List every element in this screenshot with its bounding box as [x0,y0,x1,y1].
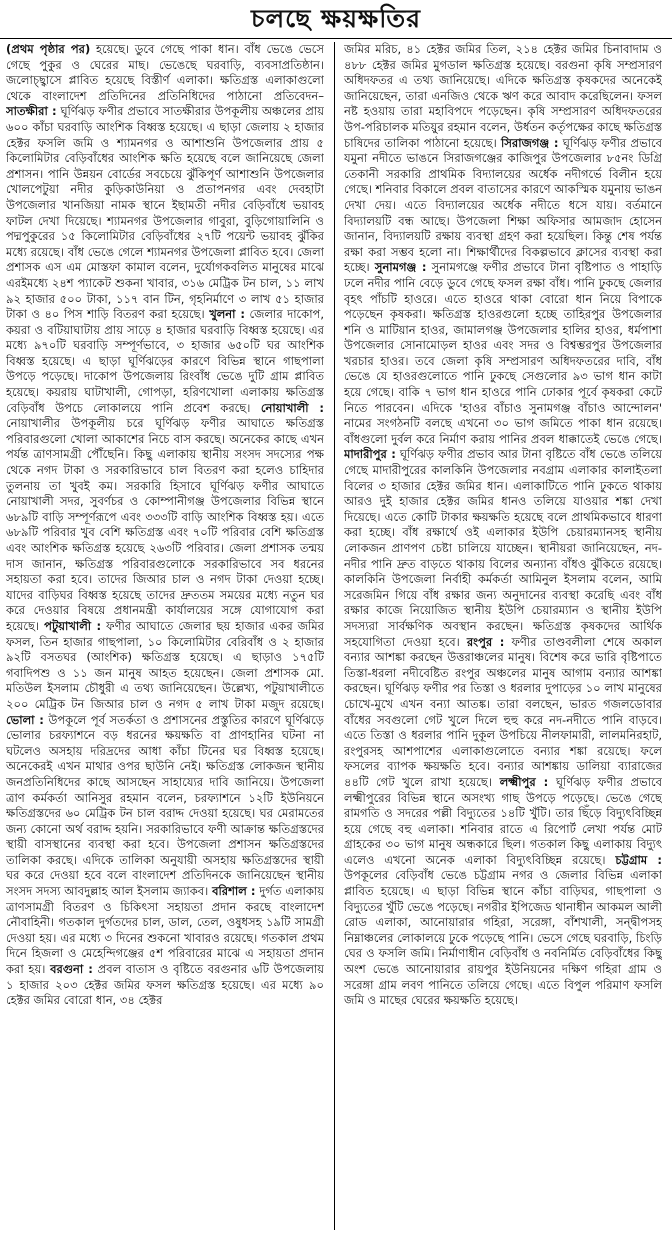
dateline-satkhira: সাতক্ষীরা : [6,104,57,119]
report-madaripur: ঘূর্ণিঝড় ফণীর প্রভাব আর টানা বৃষ্টিতে বাঁধ ভেঙে তলিয়ে গেছে মাদারীপুরের কালকিনি উপজেলার নবগ্রাম এলাকার কালাইতলা বিলের ৩ হাজার হেক্টর জমির ধান। এলাকাটিতে পানি ঢুকতে থাকায় আরও দুই হাজার হেক্টর জমির ধানও তলিয়ে যাওয়ার শঙ্কা দেখা দিয়েছে। এতে কোটি টাকার ক্ষয়ক্ষতি হয়েছে বলে প্রাথমিকভাবে ধারণা করা হচ্ছে। বাঁধ রক্ষার্থে ওই এলাকার ইউপি চেয়ারম্যানসহ স্থানীয় লোকজন প্রাণপণ চেষ্টা চালিয়ে যাচ্ছেন। স্থানীয়রা জানিয়েছেন, নদ-নদীর পানি দ্রুত বাড়তে থাকায় বিলের অন্যান্য বাঁধও ঝুঁকিতে রয়েছে। কালকিনি উপজেলা নির্বাহী কর্মকর্তা আমিনুল ইসলাম বলেন, আমি সরেজমিন গিয়ে বাঁধ রক্ষার জন্য অনুদানের ব্যবস্থা করেছি এবং বাঁধ রক্ষার কাজে নিয়োজিত স্থানীয় ইউপি চেয়ারম্যান ও স্থানীয় ইউপি সদস্যরা সার্বক্ষণিক অবস্থান করছেন। ক্ষতিগ্রস্ত কৃষকদের আর্থিক সহযোগিতা দেওয়া হবে। [344,447,662,649]
report-chattogram: উপকূলের বেড়িবাঁধ ভেঙে চট্টগ্রাম নগর ও জেলার বিভিন্ন এলাকা প্লাবিত হয়েছে। এ ছাড়া বিভিন্ন স্থানে কাঁচা বাড়িঘর, গাছপালা ও বিদ্যুতের খুঁটি ভেঙে পড়েছে। নগরীর ইপিজেড থানাধীন আকমল আলী রোড এলাকা, আনোয়ারার গহিরা, সরেঙ্গা, বাঁশখালী, সন্দ্বীপসহ নিম্নাঞ্চলের লোকালয়ে ঢুকে পড়েছে পানি। ভেসে গেছে ঘরবাড়ি, চিংড়ি ঘের ও ফসলি জমি। নির্মাণাধীন বেড়িবাঁধ ও নবনির্মিত বেড়িবাঁধের কিছু অংশ ভেঙে আনোয়ারার রায়পুর ইউনিয়নের দক্ষিণ গহিরা গ্রাম ও সরেঙ্গা গ্রাম লবণ পানিতে তলিয়ে গেছে। এতে বিপুল পরিমাণ ফসলি জমি ও মাছের ঘেরের ক্ষয়ক্ষতি হয়েছে। [344,868,662,1008]
report-sunamganj: সুনামগঞ্জে ফণীর প্রভাবে টানা বৃষ্টিপাত ও পাহাড়ি ঢলে নদীর পানি বেড়ে ডুবে গেছে ফসল রক্ষা বাঁধ। পানি ঢুকছে জেলার বৃহৎ পাঁচটি হাওরে। এতে হাওরে থাকা বোরো ধান নিয়ে বিপাকে পড়েছেন কৃষকরা। ক্ষতিগ্রস্ত হাওরগুলো হচ্ছে তাহিরপুর উপজেলার শনি ও মাটিয়ান হাওর, জামালগঞ্জ উপজেলার হালির হাওর, ধর্মপাশা উপজেলার সোনামোড়ল হাওর এবং সদর ও বিশ্বম্ভরপুর উপজেলার খরচার হাওর। তবে জেলা কৃষি সম্প্রসারণ অধিদফতরের দাবি, বাঁধ ভেঙে যে হাওরগুলোতে পানি ঢুকছে সেগুলোর ৯৩ ভাগ ধান কাটা হয়ে গেছে। বাকি ৭ ভাগ ধান হাওরে পানি ঢোকার পূর্বে কৃষকরা কেটে নিতে পারবেন। এদিকে 'হাওর বাঁচাও সুনামগঞ্জ বাঁচাও আন্দোলন' নামের সংগঠনটি বলছে এখনো ৩০ ভাগ জমিতে পাকা ধান রয়েছে। বাঁধগুলো দুর্বল করে নির্মাণ করায় পানির প্রবল ধাক্কাতেই ভেঙে গেছে। [344,260,662,446]
article-headline: চলছে ক্ষয়ক্ষতির [251,3,421,33]
dateline-sirajganj: সিরাজগঞ্জ : [501,135,559,150]
right-column [344,42,662,1232]
dateline-noakhali: নোয়াখালী : [260,400,324,415]
report-barishal: দুর্গত এলাকায় ত্রাণসামগ্রী বিতরণ ও চিকিৎসা সহায়তা প্রদান করছে বাংলাদেশ নৌবাহিনী। গতকাল দুর্গতদের চাল, ডাল, তেল, ওষুধসহ ১৯টি সামগ্রী দেওয়া হয়। এর মধ্যে ৩ দিনের শুকনো খাবারও রয়েছে। গতকাল প্রথম দিনে হিজলা ও মেহেন্দিগঞ্জের ৫শ পরিবারের মাঝে এ সহায়তা প্রদান করা হয়। [6,884,324,977]
article-body-right [344,42,662,1009]
article-body-left [6,42,324,1009]
headline-bar [0,0,672,40]
dateline-chattogram: চট্টগ্রাম : [615,852,662,867]
report-bhola: উপকূলে পূর্ব সতর্কতা ও প্রশাসনের প্রস্তুতির কারণে ঘূর্ণিঝড়ে ভোলার চরফ্যাশনে বড় ধরনের ক্ষয়ক্ষতি বা প্রাণহানির ঘটনা না ঘটলেও অসহায় দরিদ্রদের আধা কাঁচা টিনের ঘর বিধ্বস্ত হয়েছে। অনেকেরই এখন মাথার ওপর ছাউনি নেই। ক্ষতিগ্রস্ত লোকজন স্থানীয় জনপ্রতিনিধিদের কাছে আসছেন সাহায্যের দাবি জানিয়ে। উপজেলা ত্রাণ কর্মকর্তা আনিসুর রহমান বলেন, চরফ্যাশনে ১২টি ইউনিয়নে ক্ষতিগ্রস্তদের ৬০ মেট্রিক টন চাল বরাদ্দ দেওয়া হয়েছে। ঘর মেরামতের জন্য কোনো অর্থ বরাদ্দ হয়নি। সরকারিভাবে ফণী আক্রান্ত ক্ষতিগ্রস্তদের স্থায়ী বাসস্থানের ব্যবস্থা করা হবে। উপজেলা প্রশাসন ক্ষতিগ্রস্তদের তালিকা করছে। এদিকে তালিকা অনুযায়ী অসহায় ক্ষতিগ্রস্তদের স্থায়ী ঘর করে দেওয়া হবে বলে বাংলাদেশ প্রতিদিনকে জানিয়েছেন স্থানীয় সংসদ সদস্য আবদুল্লাহ আল ইসলাম জ্যাকব। [6,712,324,899]
continued-from-label: (প্রথম পৃষ্ঠার পর) [6,42,91,56]
left-column [6,42,324,1232]
report-lakshmipur: ঘূর্ণিঝড় ফণীর প্রভাবে লক্ষ্মীপুরের বিভিন্ন স্থানে অসংখ্য গাছ উপড়ে পড়েছে। ভেঙে গেছে রামগতি ও সদরের পল্লী বিদ্যুতের ১৪টি খুঁটি। তার ছিঁড়ে বিদ্যুৎবিচ্ছিন্ন হয়ে গেছে বহু এলাকা। শনিবার রাতে এ রিপোর্ট লেখা পর্যন্ত মোট গ্রাহকের ৩০ ভাগ মানুষ অন্ধকারে ছিল। গতকাল কিছু এলাকায় বিদ্যুৎ এলেও এখনো অনেক এলাকা বিদ্যুৎবিচ্ছিন্ন রয়েছে। [344,774,662,867]
intro-paragraph: হয়েছে। ডুবে গেছে পাকা ধান। বাঁধ ভেঙে ভেসে গেছে পুকুর ও ঘেরের মাছ। ভেঙেছে ঘরবাড়ি, ব্যবসাপ্রতিষ্ঠান। জলোচ্ছ্বাসে প্লাবিত হয়েছে বিস্তীর্ণ এলাকা। ক্ষতিগ্রস্ত এলাকাগুলো থেকে বাংলাদেশ প্রতিদিনের প্রতিনিধিদের পাঠানো প্রতিবেদন– [6,42,324,103]
dateline-patuakhali: পটুয়াখালী : [44,618,102,633]
dateline-barguna: বরগুনা : [50,962,93,977]
dateline-rangpur: রংপুর : [466,634,505,649]
dateline-khulna: খুলনা : [209,307,245,322]
dateline-bhola: ভোলা : [6,712,44,727]
report-satkhira: ঘূর্ণিঝড় ফণীর প্রভাবে সাতক্ষীরার উপকূলীয় অঞ্চলের প্রায় ৬০০ কাঁচা ঘরবাড়ি আংশিক বিধ্বস্ত হয়েছে। এ ছাড়া জেলায় ২ হাজার হেক্টর ফসলি জমি ও শ্যামনগর ও আশাশুনি উপজেলার প্রায় ৫ কিলোমিটার বেড়িবাঁধের আংশিক ক্ষতি হয়েছে বলে জানিয়েছে জেলা প্রশাসন। পানি উন্নয়ন বোর্ডের সবচেয়ে ঝুঁকিপূর্ণ আশাশুনি উপজেলার খোলপেটুয়া নদীর কুড়িকাউনিয়া ও প্রতাপনগর এবং দেবহাটা উপজেলার খানজিয়া নামক স্থানে ইছামতী নদীর বেড়িবাঁধে ভয়াবহ ফাটল দেখা দিয়েছে। শ্যামনগর উপজেলার গাবুরা, বুড়িগোয়ালিনি ও পদ্মপুকুরের ১৫ কিলোমিটার বেড়িবাঁধের ২৭টি পয়েন্ট ভয়াবহ ঝুঁকির মধ্যে রয়েছে। বাঁধ ভেঙে গেলে শ্যামনগর উপজেলা প্লাবিত হবে। জেলা প্রশাসক এস এম মোস্তফা কামাল বলেন, দুর্যোগকবলিত মানুষের মাঝে এরইমধ্যে ২৪শ প্যাকেট শুকনা খাবার, ৩১৬ মেট্রিক টন চাল, ১১ লাখ ৯২ হাজার ৫০০ টাকা, ১১৭ বান টিন, গৃহনির্মাণে ৩ লাখ ৫১ হাজার টাকা ও ৪০ পিস শাড়ি বিতরণ করা হয়েছে। [6,104,324,322]
dateline-barishal: বরিশাল : [212,884,256,899]
dateline-sunamganj: সুনামগঞ্জ : [374,260,427,275]
report-noakhali: নোয়াখালীর উপকূলীয় চরে ঘূর্ণিঝড় ফণীর আঘাতে ক্ষতিগ্রস্ত পরিবারগুলো খোলা আকাশের নিচে বাস করছে। অনেকের কাছে এখন পর্যন্ত ত্রাণসামগ্রী পৌঁছেনি। কিছু এলাকায় স্থানীয় সংসদ সদস্যের পক্ষ থেকে নগদ টাকা ও সরকারিভাবে চাল বিতরণ করা হলেও চাহিদার তুলনায় তা খুবই কম। সরকারি হিসাবে ঘূর্ণিঝড় ফণীর আঘাতে নোয়াখালী সদর, সুবর্ণচর ও কোম্পানীগঞ্জ উপজেলার বিভিন্ন স্থানে ৬৮৯টি বাড়ি সম্পূর্ণরূপে এবং ৩৩৩টি বাড়ি আংশিক বিধ্বস্ত হয়। এতে ৬৮৯টি পরিবার খুব বেশি ক্ষতিগ্রস্ত এবং ৭০টি পরিবার বেশি ক্ষতিগ্রস্ত এবং আংশিক ক্ষতিগ্রস্ত হয়েছে ২৬৩টি পরিবার। জেলা প্রশাসক তন্ময় দাস জানান, ক্ষতিগ্রস্ত পরিবারগুলোকে সরকারিভাবে সব ধরনের সহায়তা করা হবে। তাদের জিআর চাল ও নগদ টাকা দেওয়া হচ্ছে। যাদের বাড়িঘর বিধ্বস্ত হয়েছে তাদের দ্রুততম সময়ের মধ্যে নতুন ঘর করে দেওয়ার বিষয়ে প্রধানমন্ত্রী কার্যালয়ের সঙ্গে যোগাযোগ করা হয়েছে। [6,416,324,633]
headline-rule [0,38,672,39]
report-barguna-continued: জমির মরিচ, ৪১ হেক্টর জমির তিল, ২১৪ হেক্টর জমির চিনাবাদাম ও ৪৮৮ হেক্টর জমির মুগডাল ক্ষতিগ্রস্ত হয়েছে। বরগুনা কৃষি সম্প্রসারণ অধিদফতর এ তথ্য জানিয়েছে। এদিকে ক্ষতিগ্রস্ত কৃষকদের অনেকেই জানিয়েছেন, তারা এনজিও থেকে ঋণ করে আবাদ করেছিলেন। ফসল নষ্ট হওয়ায় তারা মহাবিপদে পড়েছেন। কৃষি সম্প্রসারণ অধিদফতরের উপ-পরিচালক মতিয়ুর রহমান বলেন, উর্ধতন কর্তৃপক্ষের কাছে ক্ষতিগ্রস্ত চাষিদের তালিকা পাঠানো হয়েছে। [344,42,662,150]
dateline-lakshmipur: লক্ষ্মীপুর : [499,774,549,789]
report-patuakhali: ফণীর আঘাতে জেলার ছয় হাজার একর জমির ফসল, তিন হাজার গাছপালা, ১০ কিলোমিটার বেরিবাঁধ ও ২ হাজার ৯২টি বসতঘর (আংশিক) ক্ষতিগ্রস্ত হয়েছে। এ ছাড়াও ১৭৫টি গবাদিপশু ও ১১ জন মানুষ আহত হয়েছেন। জেলা প্রশাসক মো. মতিউল ইসলাম চৌধুরী এ তথ্য জানিয়েছেন। উল্লেখ্য, পটুয়াখালীতে ২০০ মেট্রিক টন জিআর চাল ও নগদ ৫ লাখ টাকা মজুদ রয়েছে। [6,618,324,711]
report-sirajganj: ঘূর্ণিঝড় ফণীর প্রভাবে যমুনা নদীতে ভাঙনে সিরাজগঞ্জের কাজিপুর উপজেলার ৮৫নং ডিগ্রি তেকানী সরকারি প্রাথমিক বিদ্যালয়ের অর্ধেক নদীগর্ভে বিলীন হয়ে গেছে। শনিবার বিকালে প্রবল বাতাসের কারণে আকস্মিক যমুনায় ভাঙন দেখা দেয়। এতে বিদ্যালয়ের অর্ধেক নদীতে ধসে যায়। বর্তমানে বিদ্যালয়টি বন্ধ আছে। উপজেলা শিক্ষা অফিসার আমজাদ হোসেন জানান, বিদ্যালয়টি রক্ষায় ব্যবস্থা গ্রহণ করা হয়েছিল। কিন্তু শেষ পর্যন্ত রক্ষা করা সম্ভব হলো না। শিক্ষার্থীদের বিকল্পভাবে ক্লাসের ব্যবস্থা করা হচ্ছে। [344,135,662,275]
report-khulna: জেলার দাকোপ, কয়রা ও বটিয়াঘাটায় প্রায় সাড়ে ৪ হাজার ঘরবাড়ি বিধ্বস্ত হয়েছে। এর মধ্যে ৯৭০টি ঘরবাড়ি সম্পূর্ণভাবে, ৩ হাজার ৬৫০টি ঘর আংশিক বিধ্বস্ত হয়েছে। এ ছাড়া ঘূর্ণিঝড়ের কারণে বিভিন্ন স্থানে গাছপালা উপড়ে পড়েছে। দাকোপ উপজেলায় রিংবাঁধ ভেঙে দুটি গ্রাম প্লাবিত হয়েছে। কয়রায় ঘাটাখালী, গোপড়া, হরিণখোলা এলাকায় ক্ষতিগ্রস্ত বেড়িবাঁধ উপচে লোকালয়ে পানি প্রবেশ করছে। [6,307,324,415]
report-rangpur: ফণীর তাণ্ডবলীলা শেষে অকাল বন্যার আশঙ্কা করছেন উত্তরাঞ্চলের মানুষ। বিশেষ করে ভারি বৃষ্টিপাতে তিস্তা-ধরলা নদীবেষ্টিত রংপুর অঞ্চলের মানুষ আগাম বন্যার আশঙ্কা করছেন। ঘূর্ণিঝড় ফণীর পর তিস্তা ও ধরলার দুপাড়ের ১০ লাখ মানুষের চোখে-মুখে এখন বন্যা আতঙ্ক। তারা বলছেন, ভারত গজলডোবার বাঁধের সবগুলো গেট খুলে দিলে হুহু করে নদ-নদীতে পানি বাড়বে। এতে তিস্তা ও ধরলার পানি দুকূল উপচিয়ে নীলফামারী, লালমনিরহাট, রংপুরসহ আশপাশের এলাকাগুলোতে বন্যার শঙ্কা রয়েছে। ফলে ফসলের ব্যাপক ক্ষয়ক্ষতি হবে। বন্যার আশঙ্কায় ডালিয়া ব্যারাজের ৪৪টি গেট খুলে রাখা হয়েছে। [344,634,662,789]
column-divider [334,42,335,1230]
report-barguna: প্রবল বাতাস ও বৃষ্টিতে বরগুনার ৬টি উপজেলায় ১ হাজার ২০৩ হেক্টর জমির ফসল ক্ষতিগ্রস্ত হয়েছে। এর মধ্যে ৯০ হেক্টর জমির বোরো ধান, ৩৪ হেক্টর [6,962,324,1008]
dateline-madaripur: মাদারীপুর : [344,447,396,462]
